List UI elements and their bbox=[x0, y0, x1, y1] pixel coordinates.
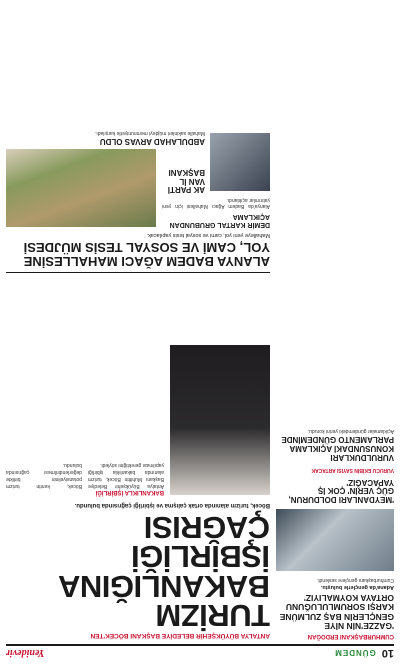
page-number: 10 bbox=[381, 647, 394, 659]
main-paragraph: Böcek, kentin turizm potansiyelinin birlikte değerlendirilmesi çağrısında bulundu. bbox=[6, 462, 82, 489]
left-lede: Adana'da gençlerle buluştu. bbox=[320, 583, 394, 590]
left-kicker: CUMHURBAŞKANI ERDOĞAN bbox=[307, 633, 394, 639]
second-subhead: DEMİR KARTAL GRUBUNDAN AÇIKLAMA bbox=[169, 213, 270, 228]
left-paragraph: Cumhurbaşkanı gençlere seslendi. bbox=[317, 577, 394, 584]
masthead bbox=[6, 644, 394, 660]
main-paragraph: Antalya Büyükşehir Belediye Başkanı Muhittin Böcek, turizm alanında bakanlıkla işbirliği yapılması gerektiğini söyledi. bbox=[88, 462, 164, 489]
second-headline: ALANYA BADEM AĞACI MAHALLESİNE YOL, CAMİ VE SOSYAL TESİS MÜJDESİ bbox=[23, 240, 270, 269]
left-headline-3: VURULDUKLARI KONUSUNDAKİ AÇIKLAMA PARLAMENTO GÜNDEMİNDE bbox=[281, 435, 394, 462]
main-portrait-photo bbox=[170, 345, 270, 495]
main-headline bbox=[6, 509, 270, 633]
second-dek: Mahalleye yeni yol, cami ve sosyal tesis yapılacak. bbox=[146, 231, 270, 238]
main-box-title: BAKANLIKLA İŞBİRLİĞİ bbox=[95, 488, 164, 495]
left-column bbox=[276, 9, 394, 639]
left-body bbox=[276, 576, 394, 583]
inset-photo bbox=[210, 133, 270, 191]
headline-line: İŞBİRLİĞİ ÇAĞRISI bbox=[131, 509, 270, 575]
main-kicker: ANTALYA BÜYÜKŞEHİR BELEDİYE BAŞKANI BÖCEK'TEN bbox=[90, 632, 270, 639]
second-paragraph: Alanya'da Badem Ağacı Mahallesi için yeni yatırımlar açıklandı. bbox=[162, 196, 270, 210]
section-label: GÜNDEM bbox=[334, 648, 376, 658]
main-story bbox=[6, 9, 270, 639]
main-body bbox=[6, 459, 164, 489]
left-subhead: VURUCU EKİBİN SAYISI ARTACAK bbox=[311, 466, 394, 473]
side-headline: AK PARTİ VAN İL BAŞKANI ABDULAHAD ARVAS OLDU bbox=[99, 136, 205, 194]
second-story bbox=[6, 127, 270, 273]
left-photo bbox=[276, 509, 394, 571]
headline-line: TURİZM bbox=[155, 598, 270, 633]
aerial-photo bbox=[6, 149, 156, 227]
left-headline-2: 'MEYDANLARI DOLDURUN, GÜÇ VERİN' ÇOK İŞ YAPACAĞIZ' bbox=[288, 477, 394, 505]
newspaper-logo: Yenidevir bbox=[6, 647, 45, 659]
second-paragraph: Mahalle sakinleri müjdeyi memnuniyetle karşıladı. bbox=[94, 130, 205, 137]
left-headline: 'GAZZE'NİN NİYE GENÇLERİN BAŞ ZULMÜNE KARŞI SORUMLULUĞUNU ORTAYA KOYMALIYIZ' bbox=[279, 592, 394, 631]
left-body-2 bbox=[276, 428, 394, 435]
main-spot: Böcek, turizm alanında ortak çalışma ve işbirliği çağrısında bulundu. bbox=[74, 502, 270, 509]
headline-line: BAKANLIĞINA bbox=[58, 568, 270, 604]
left-paragraph: Açıklamalar gündemdeki yerini korudu. bbox=[307, 428, 394, 435]
